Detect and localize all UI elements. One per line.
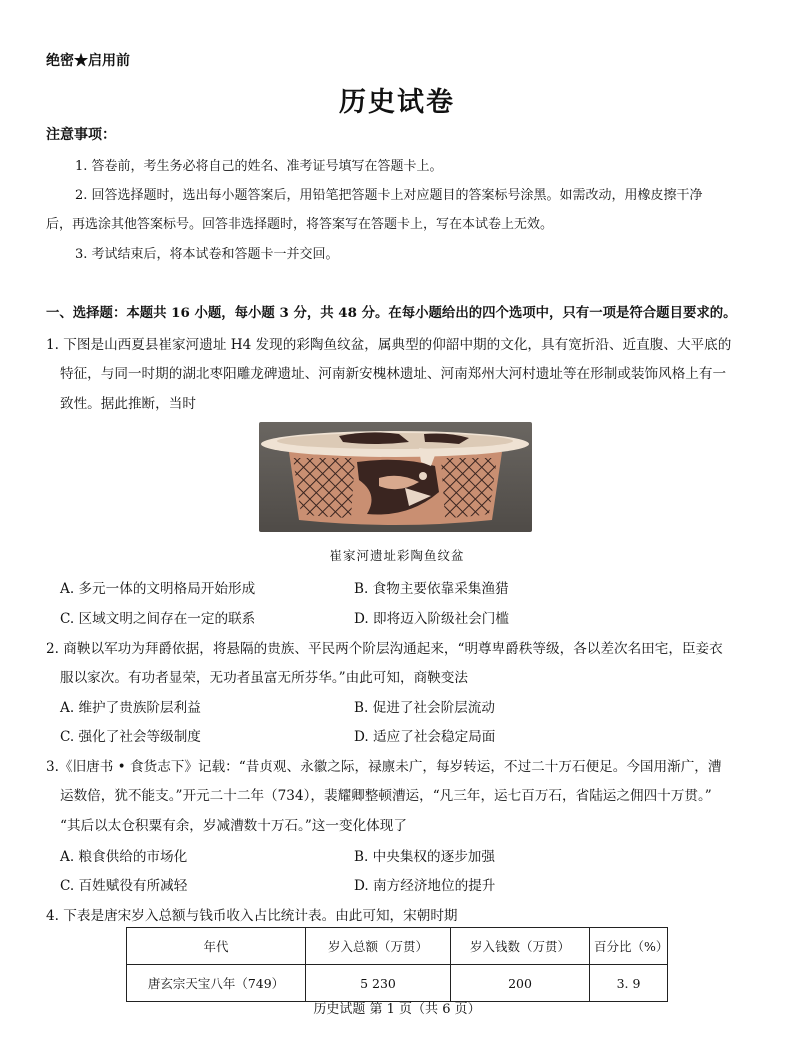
- notice-heading: 注意事项：: [46, 127, 116, 143]
- section-heading: 一、选择题：本题共 16 小题，每小题 3 分，共 48 分。在每小题给出的四个选项中，只有一项是符合题目要求的。: [46, 305, 737, 321]
- q1-stem-line-1: 1. 下图是山西夏县崔家河遗址 H4 发现的彩陶鱼纹盆，属典型的仰韶中期的文化，具有宽折沿、近直腹、大平底的: [46, 337, 732, 353]
- q3-stem-line-3: “其后以太仓积粟有余，岁减漕数十万石。”这一变化体现了: [60, 818, 407, 834]
- figure-caption: 崔家河遗址彩陶鱼纹盆: [329, 548, 465, 563]
- q1-option-a[interactable]: A. 多元一体的文明格局开始形成: [60, 581, 256, 597]
- revenue-table: [126, 927, 668, 1002]
- table-header-cell: 年代: [127, 928, 306, 965]
- q4-stem-line-1: 4. 下表是唐宋岁入总额与钱币收入占比统计表。由此可知，宋朝时期: [46, 908, 458, 924]
- q3-option-b[interactable]: B. 中央集权的逐步加强: [354, 849, 495, 865]
- q3-option-c[interactable]: C. 百姓赋役有所减轻: [60, 878, 188, 894]
- q1-stem-line-3: 致性。据此推断，当时: [60, 396, 196, 412]
- q1-option-d[interactable]: D. 即将迈入阶级社会门槛: [354, 611, 509, 627]
- notice-item-2-line-2: 后，再选涂其他答案标号。回答非选择题时，将答案写在答题卡上，写在本试卷上无效。: [46, 217, 554, 232]
- q3-option-d[interactable]: D. 南方经济地位的提升: [354, 878, 496, 894]
- confidential-label: 绝密★启用前: [46, 53, 130, 69]
- table-cell: 唐玄宗天宝八年（749）: [127, 965, 306, 1002]
- table-cell: 3. 9: [590, 965, 668, 1002]
- q2-option-b[interactable]: B. 促进了社会阶层流动: [354, 700, 495, 716]
- page-footer: 历史试题 第 1 页（共 6 页）: [313, 1002, 481, 1017]
- table-row: [127, 965, 668, 1002]
- notice-item-3: 3. 考试结束后，将本试卷和答题卡一并交回。: [75, 247, 339, 262]
- painted-pottery-fish-basin-image: [259, 422, 532, 532]
- q1-option-c[interactable]: C. 区域文明之间存在一定的联系: [60, 611, 256, 627]
- q3-option-a[interactable]: A. 粮食供给的市场化: [60, 849, 188, 865]
- q2-option-d[interactable]: D. 适应了社会稳定局面: [354, 729, 496, 745]
- notice-item-1: 1. 答卷前，考生务必将自己的姓名、准考证号填写在答题卡上。: [75, 159, 443, 174]
- q3-stem-line-1: 3.《旧唐书 • 食货志下》记载：“昔贞观、永徽之际，禄廪未广，每岁转运，不过二十万石便足。今国用渐广，漕: [46, 759, 722, 775]
- table-header-cell: 百分比（%）: [590, 928, 668, 965]
- table-header-cell: 岁入总额（万贯）: [306, 928, 451, 965]
- table-header-cell: 岁入钱数（万贯）: [451, 928, 590, 965]
- q3-stem-line-2: 运数倍，犹不能支。”开元二十二年（734），裴耀卿整顿漕运，“凡三年，运七百万石，省陆运之佣四十万贯。”: [60, 788, 712, 804]
- table-cell: 5 230: [306, 965, 451, 1002]
- q1-stem-line-2: 特征，与同一时期的湖北枣阳雕龙碑遗址、河南新安槐林遗址、河南郑州大河村遗址等在形制或装饰风格上有一: [60, 366, 727, 382]
- q2-option-a[interactable]: A. 维护了贵族阶层利益: [60, 700, 201, 716]
- page-title: 历史试卷: [339, 87, 455, 118]
- q1-option-b[interactable]: B. 食物主要依靠采集渔猎: [354, 581, 509, 597]
- q2-stem-line-1: 2. 商鞅以军功为拜爵依据，将悬隔的贵族、平民两个阶层沟通起来，“明尊卑爵秩等级，各以差次名田宅，臣妾衣: [46, 641, 723, 657]
- q2-stem-line-2: 服以家次。有功者显荣，无功者虽富无所芬华。”由此可知，商鞅变法: [60, 670, 468, 686]
- table-header-row: [127, 928, 668, 965]
- notice-item-2-line-1: 2. 回答选择题时，选出每小题答案后，用铅笔把答题卡上对应题目的答案标号涂黑。如需改动，用橡皮擦干净: [75, 188, 703, 203]
- q2-option-c[interactable]: C. 强化了社会等级制度: [60, 729, 201, 745]
- table-cell: 200: [451, 965, 590, 1002]
